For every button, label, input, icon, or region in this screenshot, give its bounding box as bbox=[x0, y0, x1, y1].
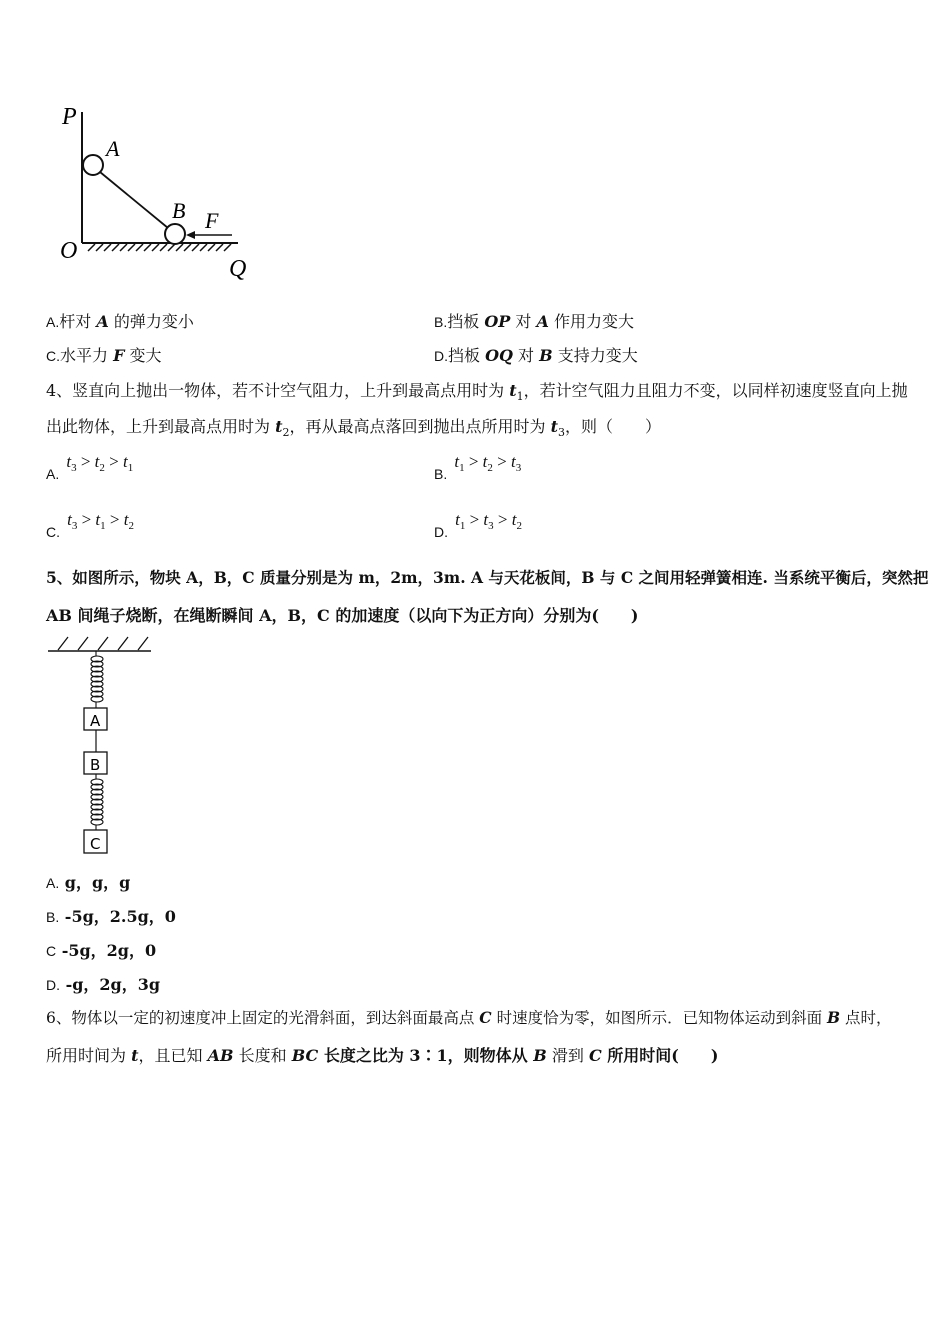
q3-option-b[interactable]: B.挡板 OP 对 A 作用力变大 bbox=[434, 312, 634, 331]
label-o: O bbox=[60, 238, 78, 264]
q4-option-d[interactable]: D. $t_1 > t_3 > t_2$ bbox=[434, 510, 522, 540]
block-a-label: A bbox=[90, 712, 101, 730]
q6-stem-line1: 6、物体以一定的初速度冲上固定的光滑斜面，到达斜面最高点 C 时速度恰为零，如图所示．已知物体运动到斜面 B 点时， bbox=[46, 1008, 892, 1027]
spring-top bbox=[91, 651, 103, 708]
label-q: Q bbox=[229, 256, 247, 282]
label-p: P bbox=[62, 104, 77, 130]
q6-stem-line2: 所用时间为 t，且已知 AB 长度和 BC 长度之比为 3∶1，则物体从 B 滑到 C 所用时间( ) bbox=[46, 1046, 719, 1065]
label-b: B bbox=[172, 198, 186, 223]
q5-stem-line1: 5、如图所示，物块 A，B，C 质量分别是为 m，2m，3m. A 与天花板间，B 与 C 之间用轻弹簧相连. 当系统平衡后，突然把 bbox=[46, 568, 929, 587]
block-b-label: B bbox=[90, 756, 101, 774]
q3-option-c[interactable]: C.水平力 F 变大 bbox=[46, 346, 162, 365]
q5-option-c[interactable]: C -5g，2g，0 bbox=[46, 941, 157, 960]
block-c-label: C bbox=[90, 835, 101, 853]
q4-option-a[interactable]: A. $t_3 > t_2 > t_1$ bbox=[46, 452, 134, 482]
figure-spring-system bbox=[0, 0, 300, 900]
q4-stem-line1: 4、竖直向上抛出一物体，若不计空气阻力，上升到最高点用时为 $t_1$，若计空气阻力且阻力不变，以同样初速度竖直向上抛 bbox=[46, 381, 908, 403]
label-a: A bbox=[106, 136, 120, 161]
spring-bottom bbox=[91, 774, 103, 830]
q5-stem-line2: AB 间绳子烧断，在绳断瞬间 A，B，C 的加速度（以向下为正方向）分别为( ) bbox=[46, 606, 639, 625]
q3-option-d[interactable]: D.挡板 OQ 对 B 支持力变大 bbox=[434, 346, 638, 365]
q4-stem-line2: 出此物体，上升到最高点用时为 $t_2$，再从最高点落回到抛出点所用时为 $t_3$，则（ ） bbox=[46, 417, 661, 439]
q4-option-c[interactable]: C. $t_3 > t_1 > t_2$ bbox=[46, 510, 134, 540]
q4-option-b[interactable]: B. $t_1 > t_2 > t_3$ bbox=[434, 452, 522, 482]
q3-option-a[interactable]: A.杆对 A 的弹力变小 bbox=[46, 312, 194, 331]
q5-option-b[interactable]: B. -5g，2.5g，0 bbox=[46, 907, 176, 926]
q5-option-d[interactable]: D. -g，2g，3g bbox=[46, 975, 161, 994]
label-f: F bbox=[205, 208, 219, 233]
q5-option-a[interactable]: A. g，g，g bbox=[46, 873, 131, 892]
